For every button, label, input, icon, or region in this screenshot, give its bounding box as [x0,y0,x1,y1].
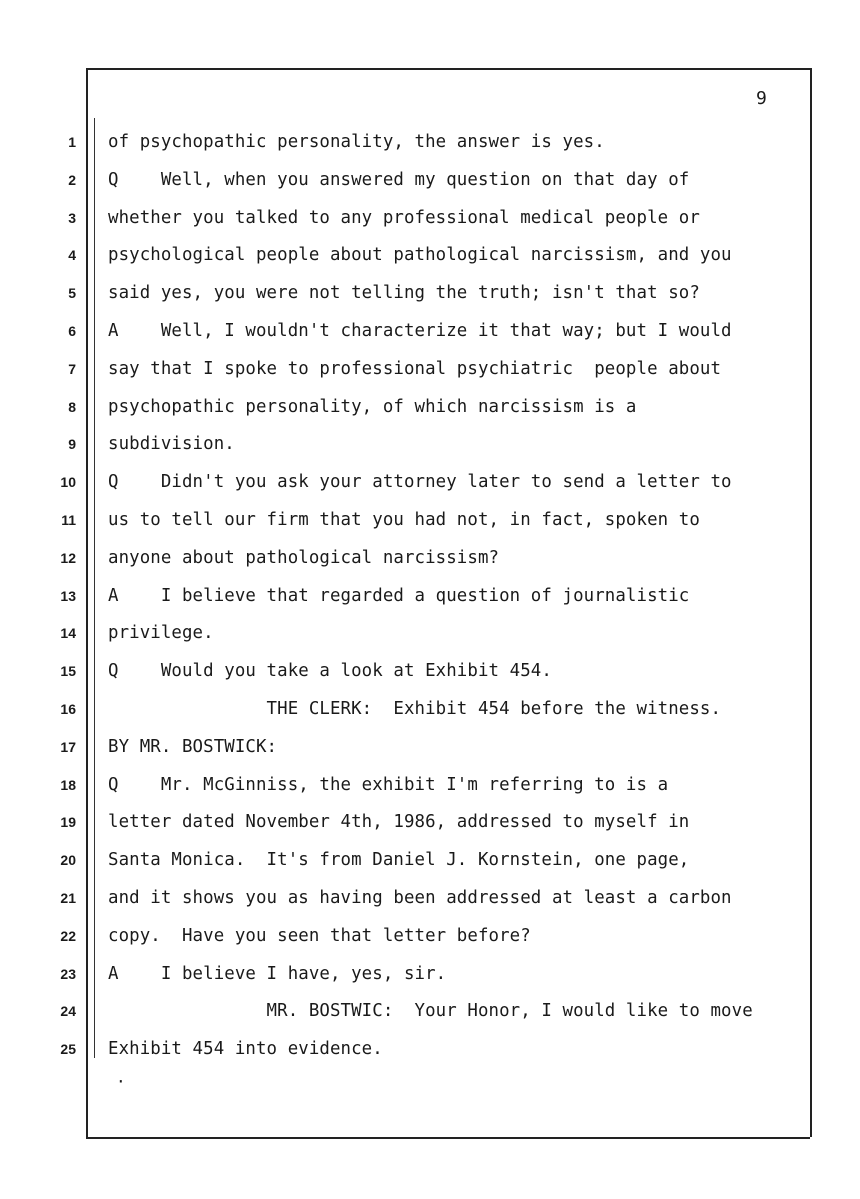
line-number: 25 [60,1041,76,1058]
transcript-line: whether you talked to any professional medical people or [108,207,700,228]
line-number: 18 [60,776,76,793]
transcript-line: psychopathic personality, of which narcissism is a [108,396,637,417]
line-number: 14 [60,625,76,642]
transcript-line: us to tell our firm that you had not, in fact, spoken to [108,509,700,530]
transcript-line: psychological people about pathological narcissism, and you [108,245,732,266]
line-number: 11 [61,511,76,528]
line-number: 12 [60,549,76,566]
transcript-line: Santa Monica. It's from Daniel J. Kornstein, one page, [108,850,690,871]
transcript-line: letter dated November 4th, 1986, addressed to myself in [108,812,690,833]
transcript-line: Q Mr. McGinniss, the exhibit I'm referring to is a [108,774,669,795]
transcript-line: copy. Have you seen that letter before? [108,925,531,946]
transcript-line: A Well, I wouldn't characterize it that way; but I would [108,320,732,341]
line-number: 2 [68,171,76,188]
transcript-body [108,124,808,1069]
line-number: 1 [68,134,76,150]
line-number: 19 [60,814,76,831]
line-number: 5 [68,285,76,302]
line-number: 16 [60,700,76,717]
transcript-line: say that I spoke to professional psychiatric people about [108,358,722,379]
line-number: 9 [68,436,76,453]
transcript-line: Q Would you take a look at Exhibit 454. [108,661,552,682]
transcript-line: MR. BOSTWIC: Your Honor, I would like to move [108,1001,753,1022]
transcript-line: THE CLERK: Exhibit 454 before the witness. [108,698,722,719]
page-number: 9 [756,88,767,109]
transcript-line: A I believe that regarded a question of journalistic [108,585,690,606]
transcript-line: of psychopathic personality, the answer is yes. [108,132,605,152]
transcript-line: A I believe I have, yes, sir. [108,963,447,984]
bottom-rule [86,1137,810,1139]
line-number: 8 [68,398,76,415]
line-number: 24 [60,1003,76,1020]
transcript-line: Q Didn't you ask your attorney later to send a letter to [108,472,732,493]
transcript-line: BY MR. BOSTWICK: [108,736,278,757]
transcript-line: privilege. [108,623,214,644]
line-number: 10 [60,474,76,491]
line-number: 23 [60,965,76,982]
transcript-line: Exhibit 454 into evidence. [108,1039,383,1060]
line-number: 6 [68,322,76,339]
line-number: 17 [60,738,76,755]
line-number: 22 [60,927,76,944]
transcript-line: anyone about pathological narcissism? [108,547,500,568]
left-margin-rule [94,118,95,1058]
line-number: 21 [60,889,76,906]
line-number: 20 [60,852,76,869]
transcript-line: and it shows you as having been addressed at least a carbon [108,887,732,908]
line-number: 3 [68,209,76,226]
scan-speck: · [116,1072,126,1091]
line-number: 13 [60,587,76,604]
line-number: 7 [68,360,76,377]
transcript-line: said yes, you were not telling the truth; isn't that so? [108,283,700,304]
transcript-line: subdivision. [108,434,235,455]
line-number: 4 [68,247,76,264]
line-number-column [40,124,76,1069]
transcript-line: Q Well, when you answered my question on that day of [108,169,690,190]
line-number: 15 [60,663,76,680]
